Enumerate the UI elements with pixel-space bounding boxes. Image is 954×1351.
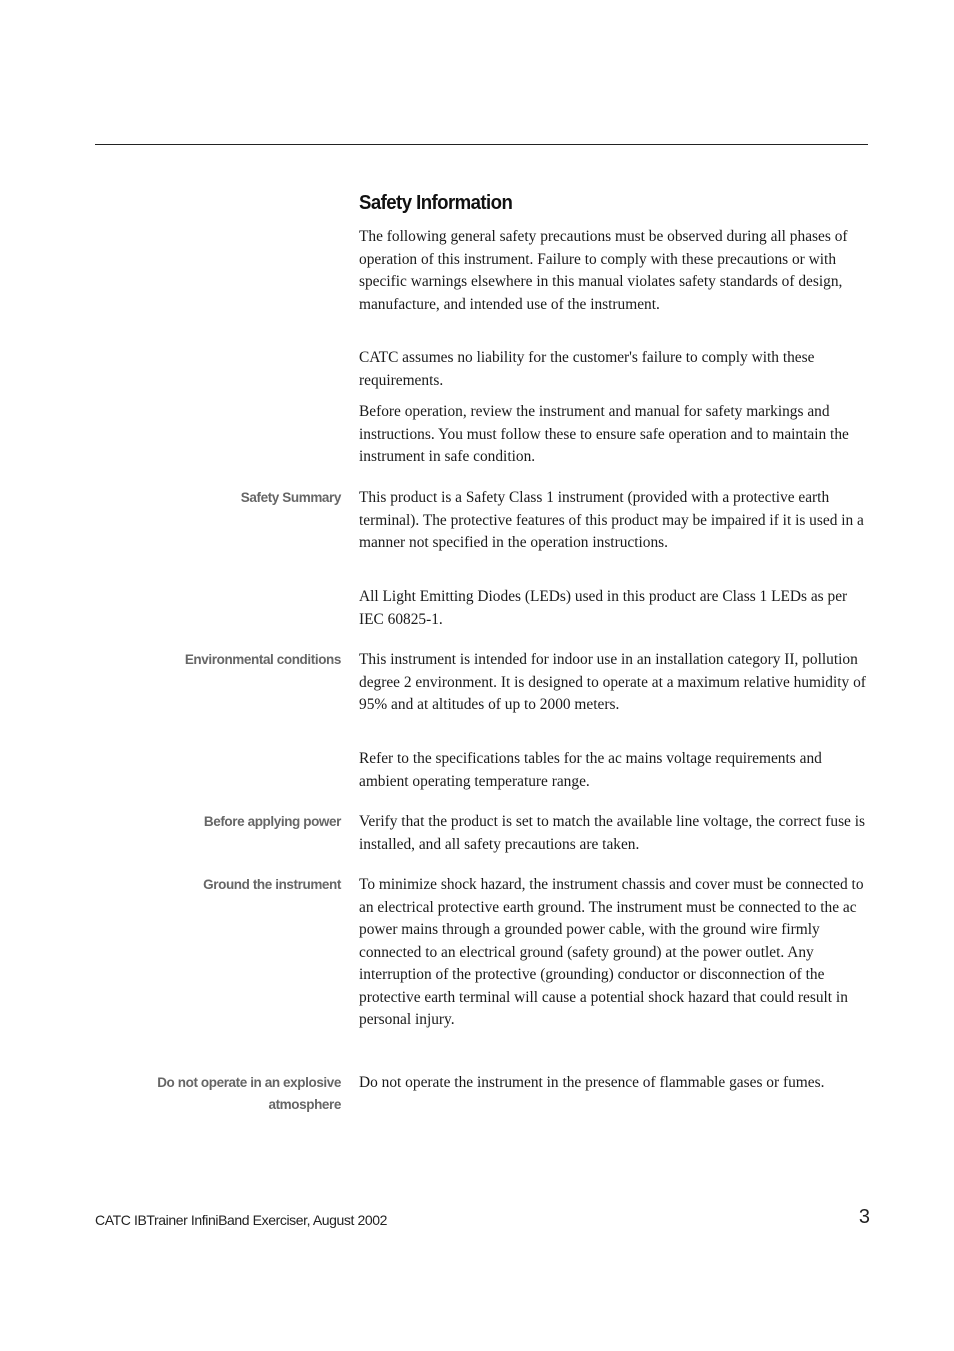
section-paragraph: Refer to the specifications tables for the ac mains voltage requirements and ambient operating temperature range. xyxy=(359,750,822,790)
section-label-safety-summary: Safety Summary xyxy=(240,490,341,505)
page-number: 3 xyxy=(858,1206,870,1228)
section-paragraph: All Light Emitting Diodes (LEDs) used in this product are Class 1 LEDs as per IEC 60825-1. xyxy=(359,588,848,628)
intro-paragraph: The following general safety precautions must be observed during all phases of operation of this instrument. Failure to comply with these precautions or with specific warnings elsewhere in this manual violates safety standards of design, manufacture, and intended use of the instrument. xyxy=(359,228,848,313)
header-rule xyxy=(95,144,868,145)
section-paragraph: To minimize shock hazard, the instrument chassis and cover must be connected to an electrical protective earth ground. The instrument must be connected to the ac power mains through a grounded power cable, with the ground wire firmly connected to an electrical ground (safety ground) at the power outlet. Any interruption of the protective (grounding) conductor or disconnection of the protective earth terminal will cause a potential shock hazard that could result in personal injury. xyxy=(359,876,864,1028)
page-title: Safety Information xyxy=(359,192,513,214)
section-label-ground-the-instrument: Ground the instrument xyxy=(203,877,341,892)
section-paragraph: Verify that the product is set to match the available line voltage, the correct fuse is installed, and all safety precautions are taken. xyxy=(359,813,866,853)
intro-paragraph: CATC assumes no liability for the customer's failure to comply with these requirements. xyxy=(359,349,815,389)
footer-text: CATC IBTrainer InfiniBand Exerciser, August 2002 xyxy=(95,1212,388,1228)
section-label-explosive-atmosphere: Do not operate in an explosive atmosphere xyxy=(157,1075,341,1112)
section-paragraph: This instrument is intended for indoor use in an installation category II, pollution degree 2 environment. It is designed to operate at a maximum relative humidity of 95% and at altitudes of up to 2000 meters. xyxy=(359,651,866,713)
section-label-before-applying-power: Before applying power xyxy=(203,814,341,829)
section-paragraph: This product is a Safety Class 1 instrument (provided with a protective earth terminal). The protective features of this product may be impaired if it is used in a manner not specified in the operation instructions. xyxy=(359,489,864,551)
intro-paragraph: Before operation, review the instrument and manual for safety markings and instructions. You must follow these to ensure safe operation and to maintain the instrument in safe condition. xyxy=(359,403,849,465)
section-label-environmental-conditions: Environmental conditions xyxy=(184,652,341,667)
section-paragraph: Do not operate the instrument in the presence of flammable gases or fumes. xyxy=(359,1074,825,1091)
